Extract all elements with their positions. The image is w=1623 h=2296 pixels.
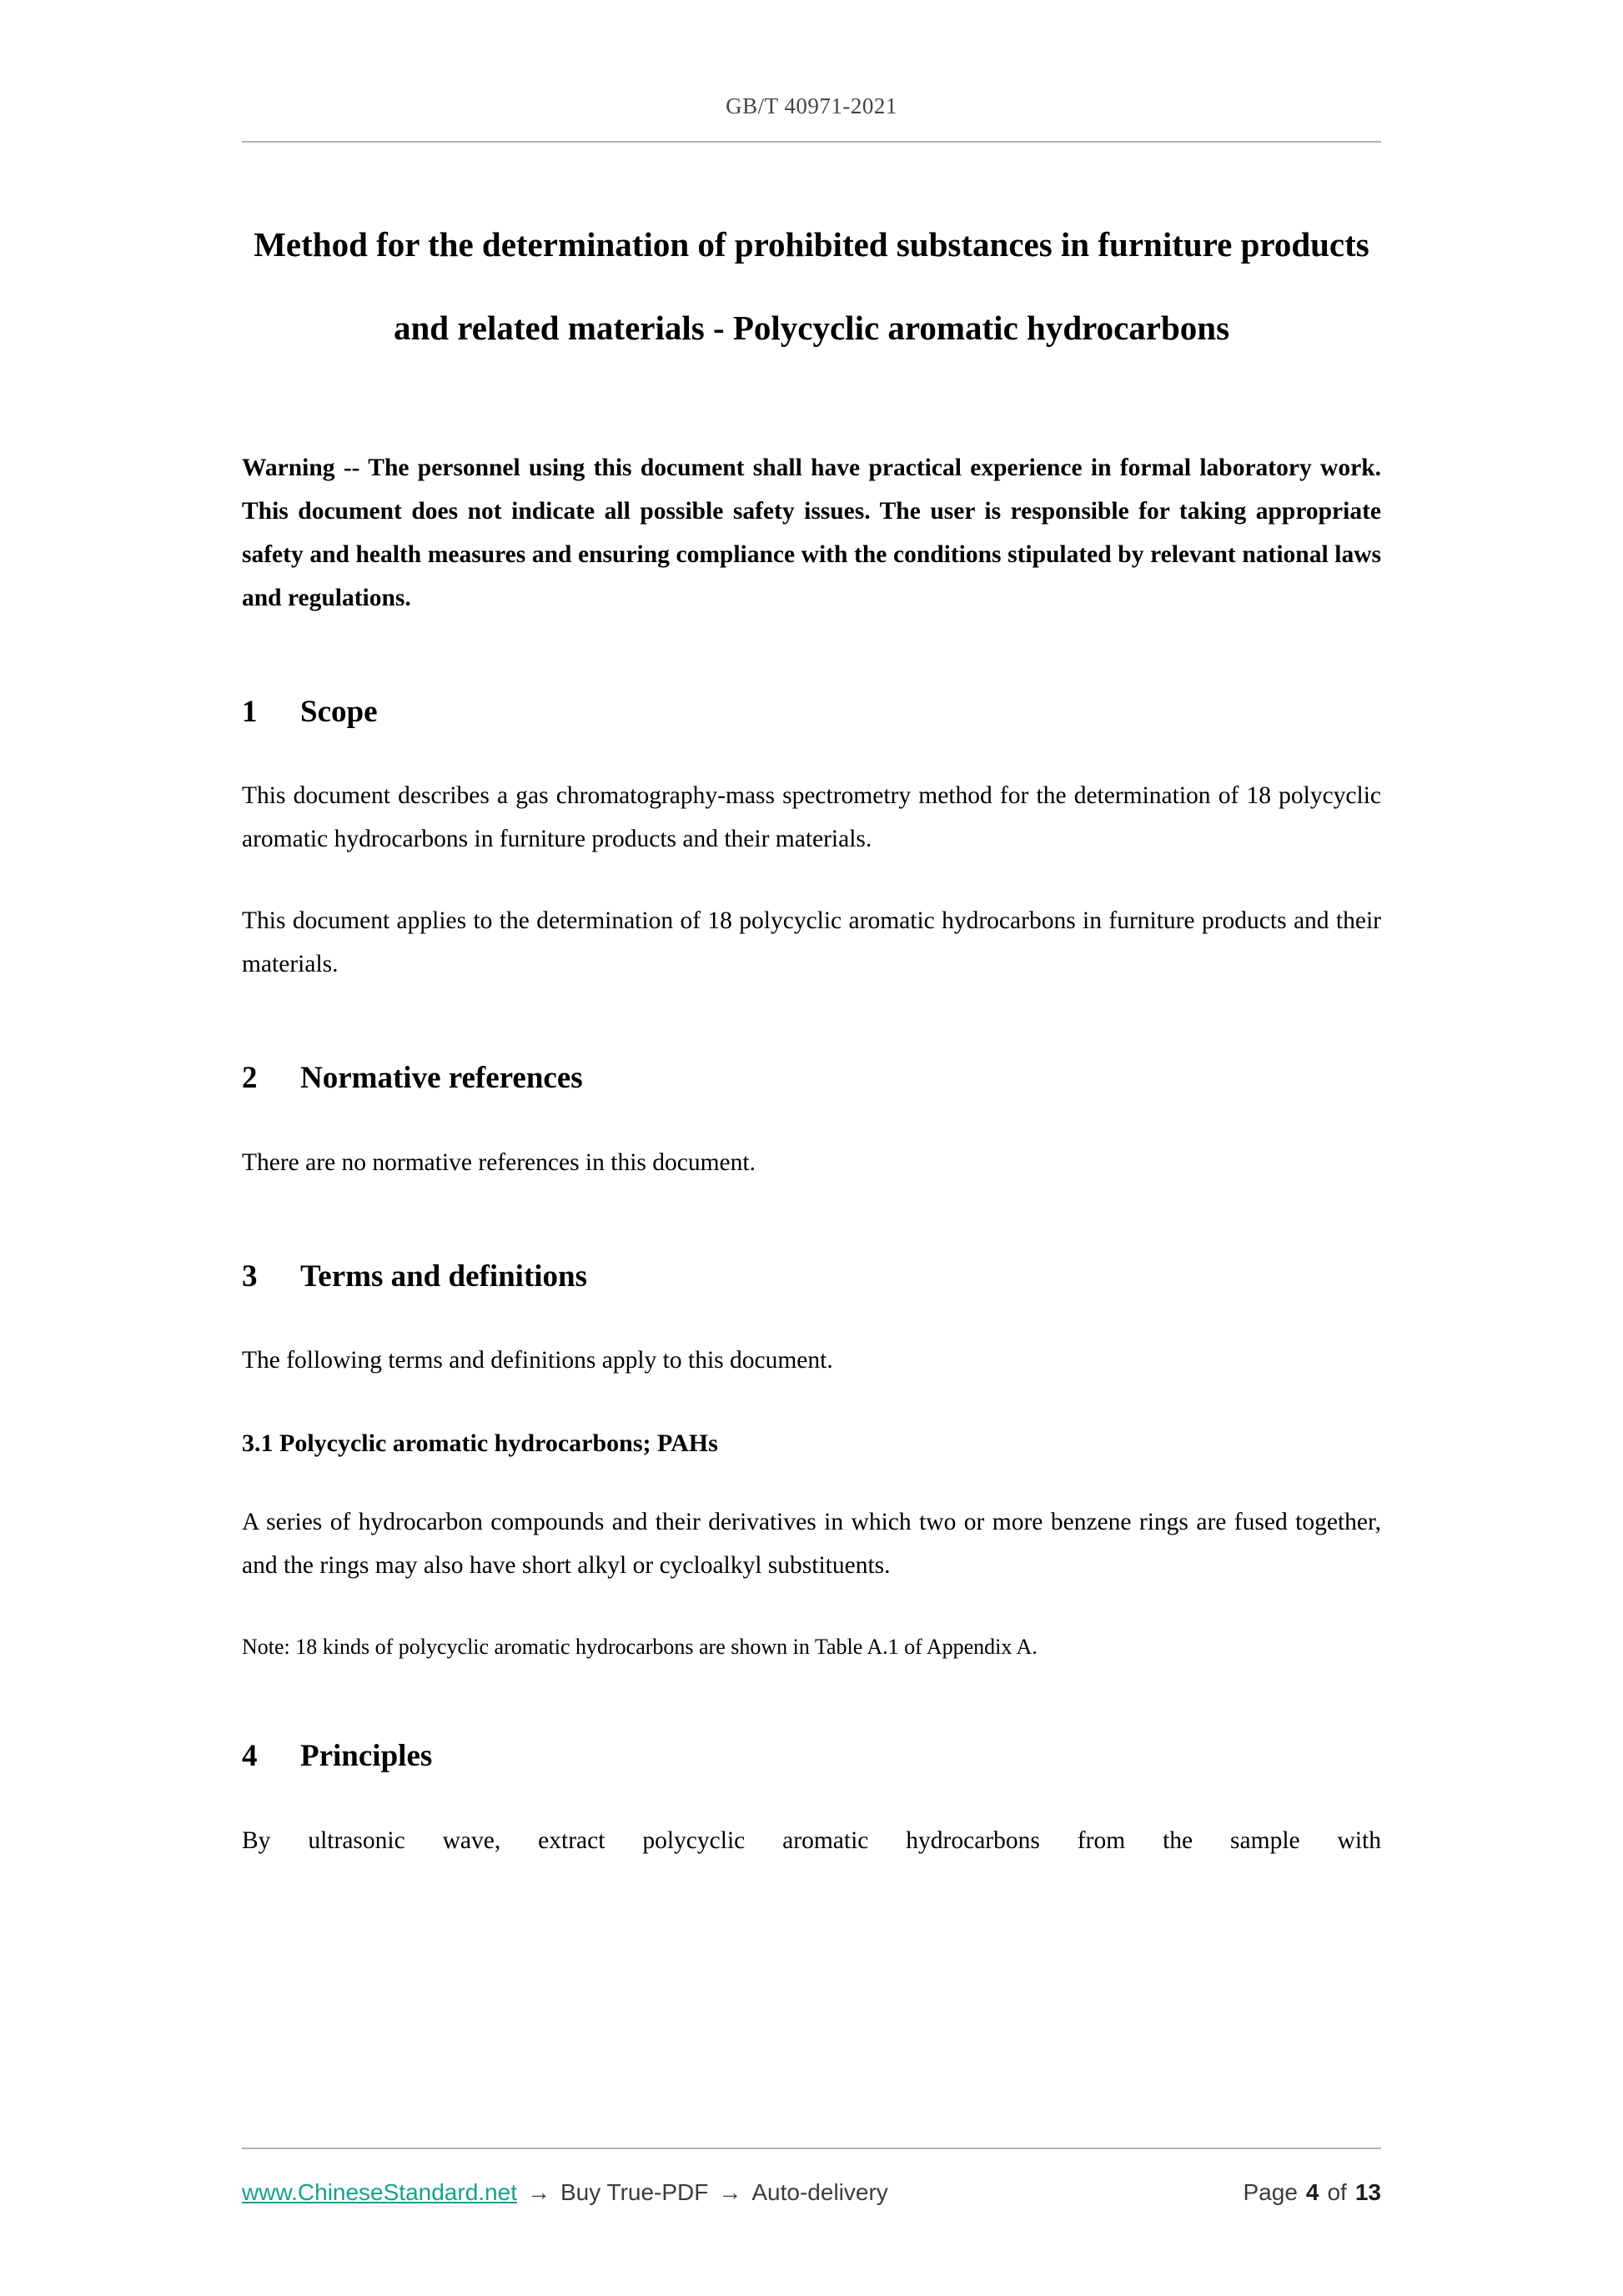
section-principles [242, 1735, 1381, 1863]
terms-intro-paragraph: The following terms and definitions apply to this document. [242, 1347, 833, 1374]
page-footer [242, 2148, 1381, 2206]
section-terms-definitions [242, 1255, 1381, 1665]
scope-paragraph-2: This document applies to the determination of 18 polycyclic aromatic hydrocarbons in furniture products and their materials. [242, 907, 1381, 978]
section-1-heading [242, 691, 1381, 734]
footer-left [242, 2179, 888, 2206]
section-4-number: 4 [242, 1738, 258, 1773]
section-3-number: 3 [242, 1259, 258, 1294]
scope-paragraph-1: This document describes a gas chromatography-mass spectrometry method for the determination of 18 polycyclic aromatic hydrocarbons in furniture products and their materials. [242, 782, 1381, 853]
term-3-1-note: Note: 18 kinds of polycyclic aromatic hydrocarbons are shown in Table A.1 of Appendix A. [242, 1635, 1038, 1660]
term-3-1-definition: A series of hydrocarbon compounds and their derivatives in which two or more benzene rings are fused together, and the rings may also have short alkyl or cycloalkyl substituents. [242, 1509, 1381, 1580]
arrow-icon: → [718, 2179, 742, 2205]
section-3-heading [242, 1255, 1381, 1299]
doc-number: GB/T 40971-2021 [726, 93, 897, 118]
of-label: of [1327, 2179, 1347, 2205]
term-3-1-heading: 3.1 Polycyclic aromatic hydrocarbons; PAHs [242, 1429, 718, 1458]
principles-paragraph: By ultrasonic wave, extract polycyclic aromatic hydrocarbons from the sample with [242, 1826, 1381, 1854]
website-link[interactable]: www.ChineseStandard.net [242, 2179, 517, 2205]
section-scope [242, 691, 1381, 987]
section-1-title: Scope [300, 694, 378, 729]
page-label: Page [1243, 2179, 1298, 2205]
header-divider [242, 141, 1381, 143]
total-page-number: 13 [1354, 2179, 1381, 2205]
section-2-heading [242, 1057, 1381, 1100]
current-page-number: 4 [1305, 2179, 1319, 2205]
section-4-heading [242, 1735, 1381, 1778]
document-title: Method for the determination of prohibited substances in furniture products and related materials - Polycyclic aromatic hydrocarbons [254, 225, 1369, 348]
section-1-number: 1 [242, 694, 258, 729]
section-2-title: Normative references [300, 1060, 583, 1095]
section-4-title: Principles [300, 1738, 433, 1773]
buy-truepdf-label: Buy True-PDF [560, 2179, 709, 2205]
section-2-number: 2 [242, 1060, 258, 1095]
arrow-icon: → [526, 2179, 550, 2205]
page-indicator [1244, 2179, 1382, 2206]
warning-paragraph: Warning -- The personnel using this document shall have practical experience in formal laboratory work. This document does not indicate all possible safety issues. The user is responsible for taking appropriate safety and health measures and ensuring compliance with the conditions stipulated by relevant national laws and regulations. [242, 454, 1381, 611]
section-normative-references [242, 1057, 1381, 1185]
normative-references-paragraph: There are no normative references in this document. [242, 1148, 756, 1176]
auto-delivery-label: Auto-delivery [751, 2179, 888, 2205]
section-3-title: Terms and definitions [300, 1259, 588, 1294]
